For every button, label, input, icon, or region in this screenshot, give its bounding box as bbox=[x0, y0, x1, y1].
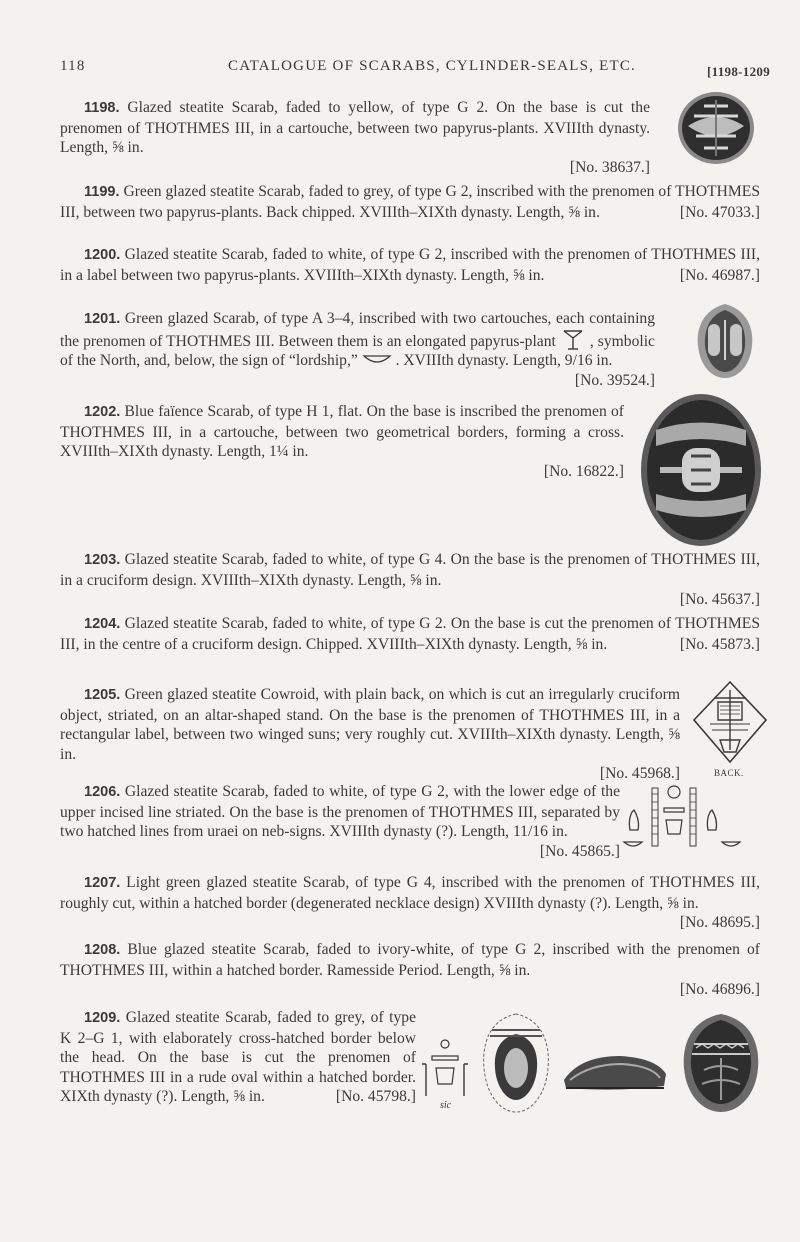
entry-text: Green glazed steatite Scarab, faded to grey, of type G 2, inscribed with the prenomen of THOTHMES III, between two papyrus-plants. Back chipped. XVIIIth–XIXth dynasty. Length, ⅝ in. bbox=[60, 183, 760, 221]
entry-text: . XVIIIth dynasty. Length, 9/16 in. bbox=[395, 352, 613, 369]
entry-number: 1205. bbox=[84, 687, 121, 703]
entry-number: 1202. bbox=[84, 404, 121, 420]
entry-number: 1206. bbox=[84, 784, 121, 800]
entry-1205 bbox=[60, 685, 680, 784]
entry-text: Light green glazed steatite Scarab, of type G 4, inscribed with the prenomen of THOTHMES III, roughly cut, within a hatched border (degenerated necklace design) XVIIIth dynasty (?). Length, ⅝ in. bbox=[60, 874, 760, 912]
scarab-1201-figure bbox=[690, 300, 760, 382]
register-number: [No. 45968.] bbox=[599, 765, 680, 782]
sic-label: sic bbox=[440, 1100, 452, 1111]
entry-text: , symbolic of the North, and, below, the sign of “lordship,” bbox=[60, 332, 655, 369]
page-number: 118 bbox=[60, 58, 86, 74]
scarab-1209-side-figure bbox=[560, 1050, 670, 1096]
entry-text: Green glazed steatite Cowroid, with plain back, on which is cut an irregularly cruciform object, striated, on an altar-shaped stand. On the base is the prenomen of THOTHMES III, in a rectangular label, between two winged suns; very roughly cut. XVIIIth–XIXth dynasty. Length, ⅝ in. bbox=[60, 686, 681, 763]
entry-1199 bbox=[60, 182, 760, 222]
entry-1203 bbox=[60, 550, 760, 610]
entry-1209 bbox=[60, 1008, 416, 1107]
entry-1202 bbox=[60, 402, 624, 481]
register-number: [No. 46896.] bbox=[679, 981, 760, 998]
entry-1201 bbox=[60, 309, 655, 390]
entry-number: 1204. bbox=[84, 616, 121, 632]
scarab-1198-figure bbox=[674, 86, 758, 170]
entry-text: Glazed steatite Scarab, faded to white, of type G 4. On the base is the prenomen of THOTHMES III, in a cruciform design. XVIIIth–XIXth dynasty. Length, ⅝ in. bbox=[60, 551, 760, 589]
entry-1198 bbox=[60, 98, 650, 177]
neb-sign-glyph bbox=[362, 354, 392, 366]
scarab-1209-inscription-figure bbox=[418, 1036, 472, 1102]
papyrus-plant-glyph bbox=[560, 330, 586, 350]
entry-1208 bbox=[60, 940, 760, 1000]
entry-text: Blue glazed steatite Scarab, faded to ivory-white, of type G 2, inscribed with the prenomen of THOTHMES III, within a hatched border. Ramesside Period. Length, ⅝ in. bbox=[60, 941, 760, 979]
entry-1204 bbox=[60, 614, 760, 654]
entry-number: 1208. bbox=[84, 942, 121, 958]
entry-text: Glazed steatite Scarab, faded to white, of type G 2, with the lower edge of the upper incised line striated. On the base is the prenomen of THOTHMES III, separated by two hatched lines from uraei on neb-signs. XVIIIth dynasty (?). Length, 11/16 in. bbox=[60, 783, 620, 840]
register-number: [No. 45865.] bbox=[539, 842, 620, 860]
entry-number: 1199. bbox=[84, 184, 120, 200]
register-number: [No. 45637.] bbox=[679, 591, 760, 608]
entry-number: 1200. bbox=[84, 247, 121, 263]
entry-1200 bbox=[60, 245, 760, 285]
entry-number: 1203. bbox=[84, 552, 121, 568]
entry-1206 bbox=[60, 782, 620, 861]
scarab-1206-base-figure bbox=[618, 780, 766, 852]
register-number: [No. 38637.] bbox=[569, 158, 650, 176]
register-number: [No. 47033.] bbox=[679, 203, 760, 221]
entry-text: Glazed steatite Scarab, faded to yellow, of type G 2. On the base is cut the prenomen of THOTHMES III, in a cartouche, between two papyrus-plants. XVIIIth dynasty. Length, ⅝ in. bbox=[60, 99, 650, 156]
running-title: CATALOGUE OF SCARABS, CYLINDER-SEALS, ETC. bbox=[228, 58, 636, 74]
scarab-1209-base-figure bbox=[478, 1010, 554, 1116]
figure-back-label: BACK. bbox=[714, 768, 744, 778]
entry-range: [1198-1209 bbox=[707, 64, 770, 79]
entry-text: Glazed steatite Scarab, faded to white, of type G 2. On the base is cut the prenomen of THOTHMES III, in the centre of a cruciform design. Chipped. XVIIIth–XIXth dynasty. Length, ⅝ in. bbox=[60, 615, 760, 653]
entry-text: Glazed steatite Scarab, faded to white, of type G 2, inscribed with the prenomen of THOTHMES III, in a label between two papyrus-plants. XVIIIth–XIXth dynasty. Length, ⅝ in. bbox=[60, 246, 761, 284]
register-number: [No. 45798.] bbox=[335, 1088, 416, 1105]
entry-1207 bbox=[60, 873, 760, 933]
scarab-1209-back-figure bbox=[676, 1010, 766, 1116]
scarab-1202-figure bbox=[636, 390, 766, 550]
entry-number: 1207. bbox=[84, 875, 121, 891]
running-header bbox=[60, 58, 770, 82]
entry-text: Blue faïence Scarab, of type H 1, flat. On the base is inscribed the prenomen of THOTHMES III, in a cartouche, between two geometrical borders, forming a cross. XVIIIth–XIXth dynasty. Length, 1¼ in. bbox=[60, 403, 624, 460]
register-number: [No. 16822.] bbox=[543, 462, 624, 480]
entry-number: 1198. bbox=[84, 100, 120, 116]
entry-text: Glazed steatite Scarab, faded to grey, of type K 2–G 1, with elaborately cross-hatched border below the head. On the base is cut the prenomen of THOTHMES III in a rude oval within a hatched border. XIXth dynasty (?). Length, ⅝ in. bbox=[60, 1009, 416, 1105]
register-number: [No. 39524.] bbox=[574, 371, 655, 389]
register-number: [No. 46987.] bbox=[679, 266, 760, 284]
register-number: [No. 48695.] bbox=[679, 914, 760, 931]
register-number: [No. 45873.] bbox=[679, 635, 760, 653]
entry-number: 1209. bbox=[84, 1010, 121, 1026]
cowroid-1205-back-figure bbox=[690, 680, 770, 764]
entry-text: Green glazed Scarab, of type A 3–4, inscribed with two cartouches, each containing the prenomen of THOTHMES III. Between them is an elongated papyrus-plant bbox=[60, 310, 655, 350]
entry-number: 1201. bbox=[84, 311, 121, 327]
